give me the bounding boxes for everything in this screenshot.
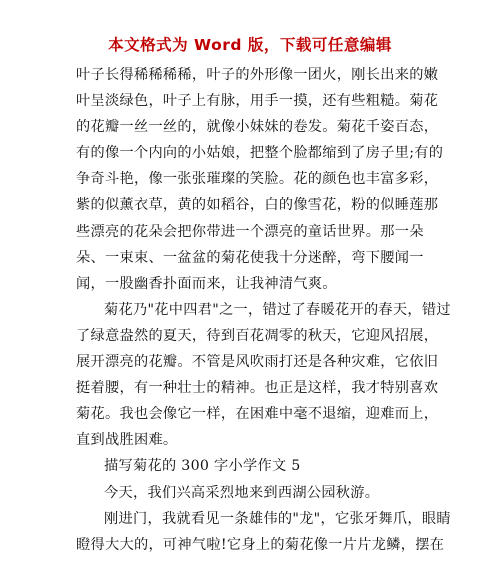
text-line: 的花瓣一丝一丝的，就像小妹妹的卷发。菊花千姿百态， [76, 119, 439, 136]
paragraph-4 [76, 506, 462, 558]
text-line: 叶子长得稀稀稀稀，叶子的外形像一团火，刚长出来的嫩 [76, 67, 439, 83]
text-line: 争奇斗艳，像一张张璀璨的笑脸。花的颜色也丰富多彩， [76, 171, 439, 188]
paragraph-2 [76, 297, 462, 454]
section-heading [76, 453, 462, 479]
text-line: 展开漂亮的花瓣。不管是风吹雨打还是各种灾难，它依旧 [76, 354, 439, 371]
text-line: 紫的似薰衣草，黄的如稻谷，白的像雪花，粉的似睡莲那 [76, 197, 439, 214]
article-body [76, 62, 462, 558]
paragraph-1 [76, 62, 462, 297]
text-line: 了绿意盎然的夏天，待到百花凋零的秋天，它迎风招展， [76, 327, 439, 344]
text-line: 今天，我们兴高采烈地来到西湖公园秋游。 [104, 484, 380, 501]
text-line: 菊花。我也会像它一样，在困难中毫不退缩，迎难而上， [76, 406, 439, 423]
text-line: 有的像一个内向的小姑娘，把整个脸都缩到了房子里;有的 [76, 145, 444, 162]
text-line: 直到战胜困难。 [76, 432, 178, 449]
text-line: 菊花乃"花中四君"之一，错过了春暖花开的春天，错过 [104, 301, 451, 318]
page-title: 本文格式为 Word 版，下载可任意编辑 [108, 36, 392, 54]
text-line: 些漂亮的花朵会把你带进一个漂亮的童话世界。那一朵 [76, 223, 424, 240]
text-line: 瞪得大大的，可神气啦!它身上的菊花像一片片龙鳞，摆在 [76, 536, 445, 553]
text-line: 描写菊花的 300 字小学作文 5 [104, 458, 301, 475]
text-line: 闻，一股幽香扑面而来，让我神清气爽。 [76, 275, 337, 292]
text-line: 刚进门，我就看见一条雄伟的"龙"，它张牙舞爪，眼睛 [104, 510, 451, 527]
paragraph-3 [76, 480, 462, 506]
text-line: 叶呈淡绿色，叶子上有脉，用手一摸，还有些粗糙。菊花 [76, 93, 439, 110]
text-line: 挺着腰，有一种壮士的精神。也正是这样，我才特别喜欢 [76, 380, 439, 397]
text-line: 朵、一束束、一盆盆的菊花使我十分迷醉，弯下腰闻一 [76, 249, 424, 266]
